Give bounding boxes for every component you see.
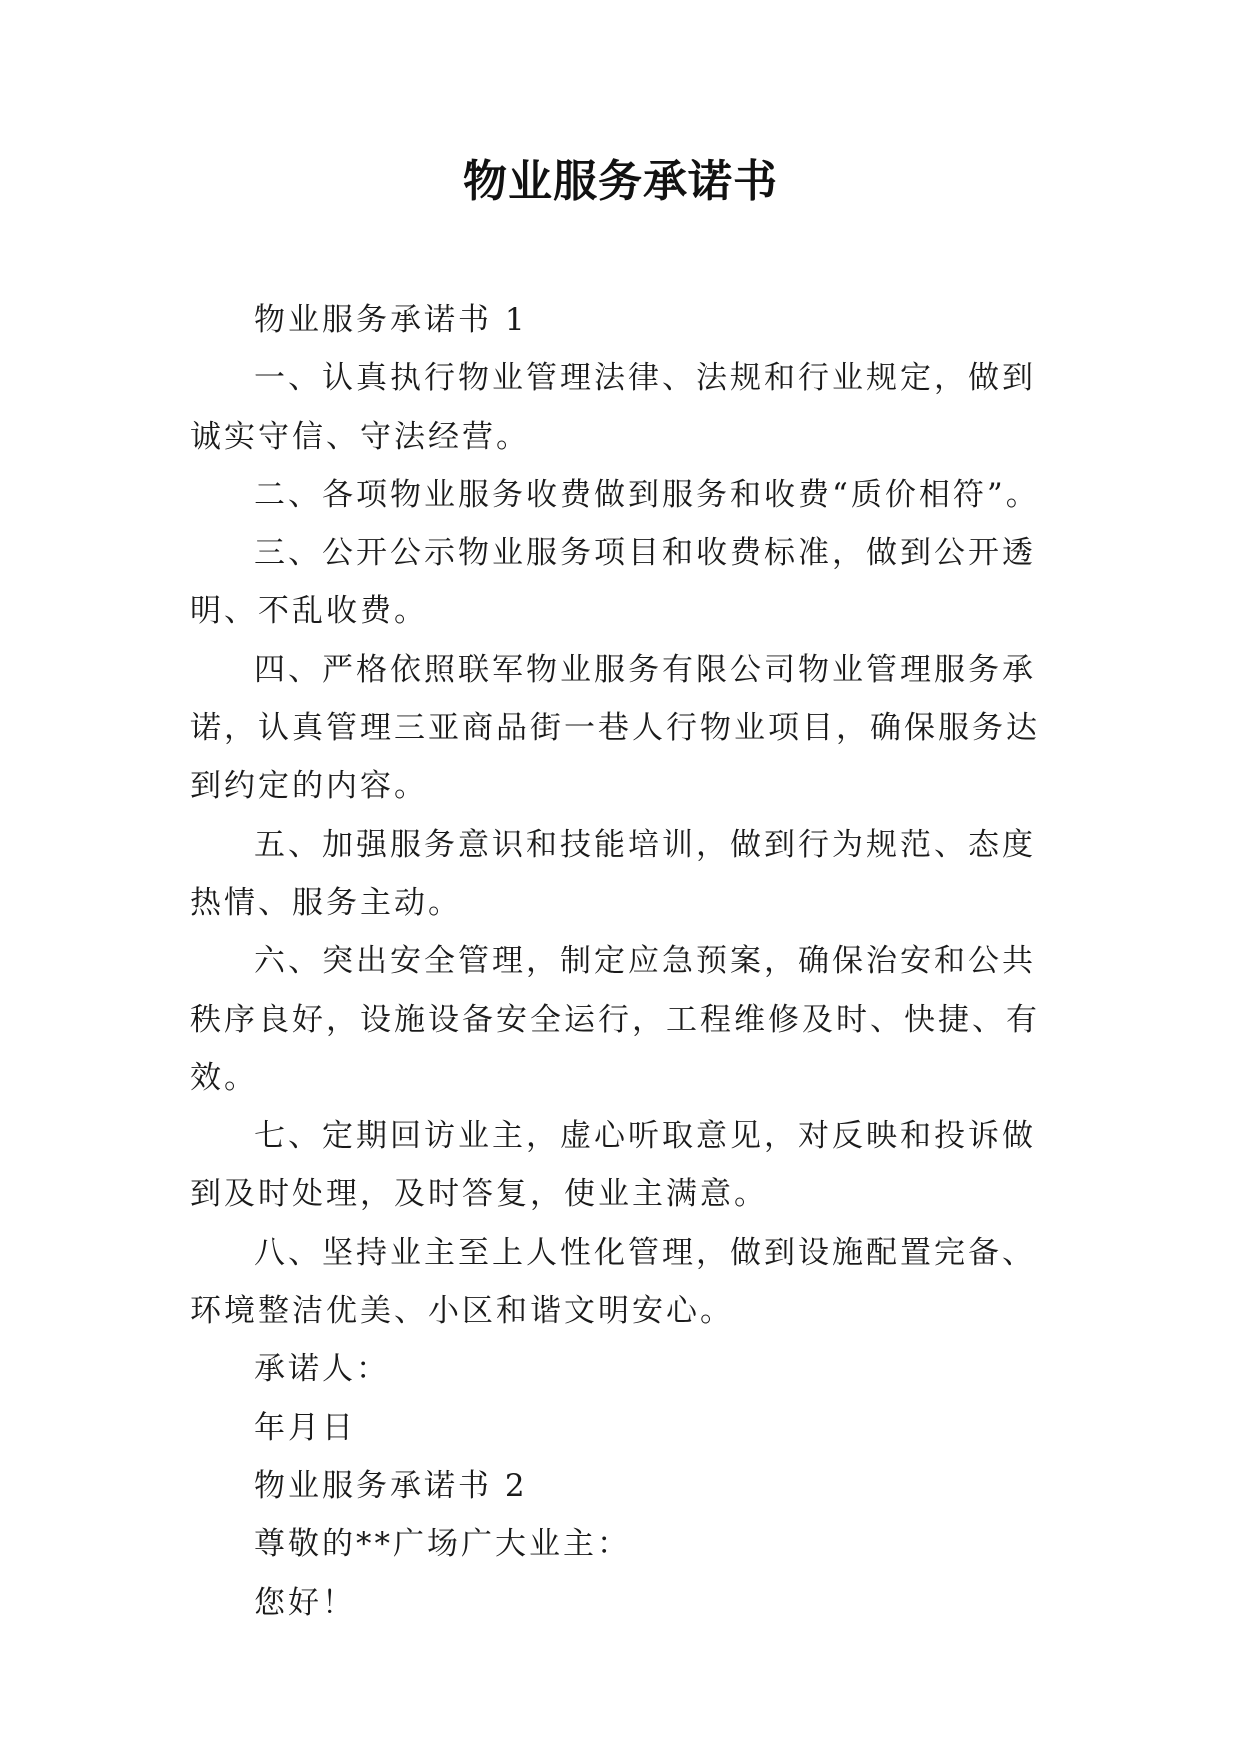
- paragraph-4: 四、严格依照联军物业服务有限公司物业管理服务承诺，认真管理三亚商品街一巷人行物业项目，确保服务达到约定的内容。: [190, 651, 1040, 805]
- greeting: 您好！: [254, 1584, 356, 1621]
- date-label: 年月日: [254, 1409, 356, 1446]
- section-heading-2: 物业服务承诺书 2: [254, 1467, 528, 1504]
- paragraph-8: 八、坚持业主至上人性化管理，做到设施配置完备、环境整洁优美、小区和谐文明安心。: [190, 1234, 1036, 1330]
- salutation: 尊敬的**广场广大业主：: [254, 1526, 631, 1563]
- document-title: 物业服务承诺书: [463, 156, 778, 207]
- paragraph-3: 三、公开公示物业服务项目和收费标准，做到公开透明、不乱收费。: [190, 535, 1036, 630]
- paragraph-6: 六、突出安全管理，制定应急预案，确保治安和公共秩序良好，设施设备安全运行，工程维修及时、快捷、有效。: [190, 943, 1040, 1096]
- document-body: [190, 291, 1050, 1632]
- paragraph-1: 一、认真执行物业管理法律、法规和行业规定，做到诚实守信、守法经营。: [190, 360, 1036, 455]
- paragraph-7: 七、定期回访业主，虚心听取意见，对反映和投诉做到及时处理，及时答复，使业主满意。: [190, 1118, 1036, 1213]
- paragraph-5: 五、加强服务意识和技能培训，做到行为规范、态度热情、服务主动。: [190, 826, 1036, 921]
- paragraph-2: 二、各项物业服务收费做到服务和收费“质价相符”。: [254, 476, 1040, 513]
- section-heading-1: 物业服务承诺书 1: [254, 302, 528, 338]
- signature-label: 承诺人：: [254, 1351, 390, 1388]
